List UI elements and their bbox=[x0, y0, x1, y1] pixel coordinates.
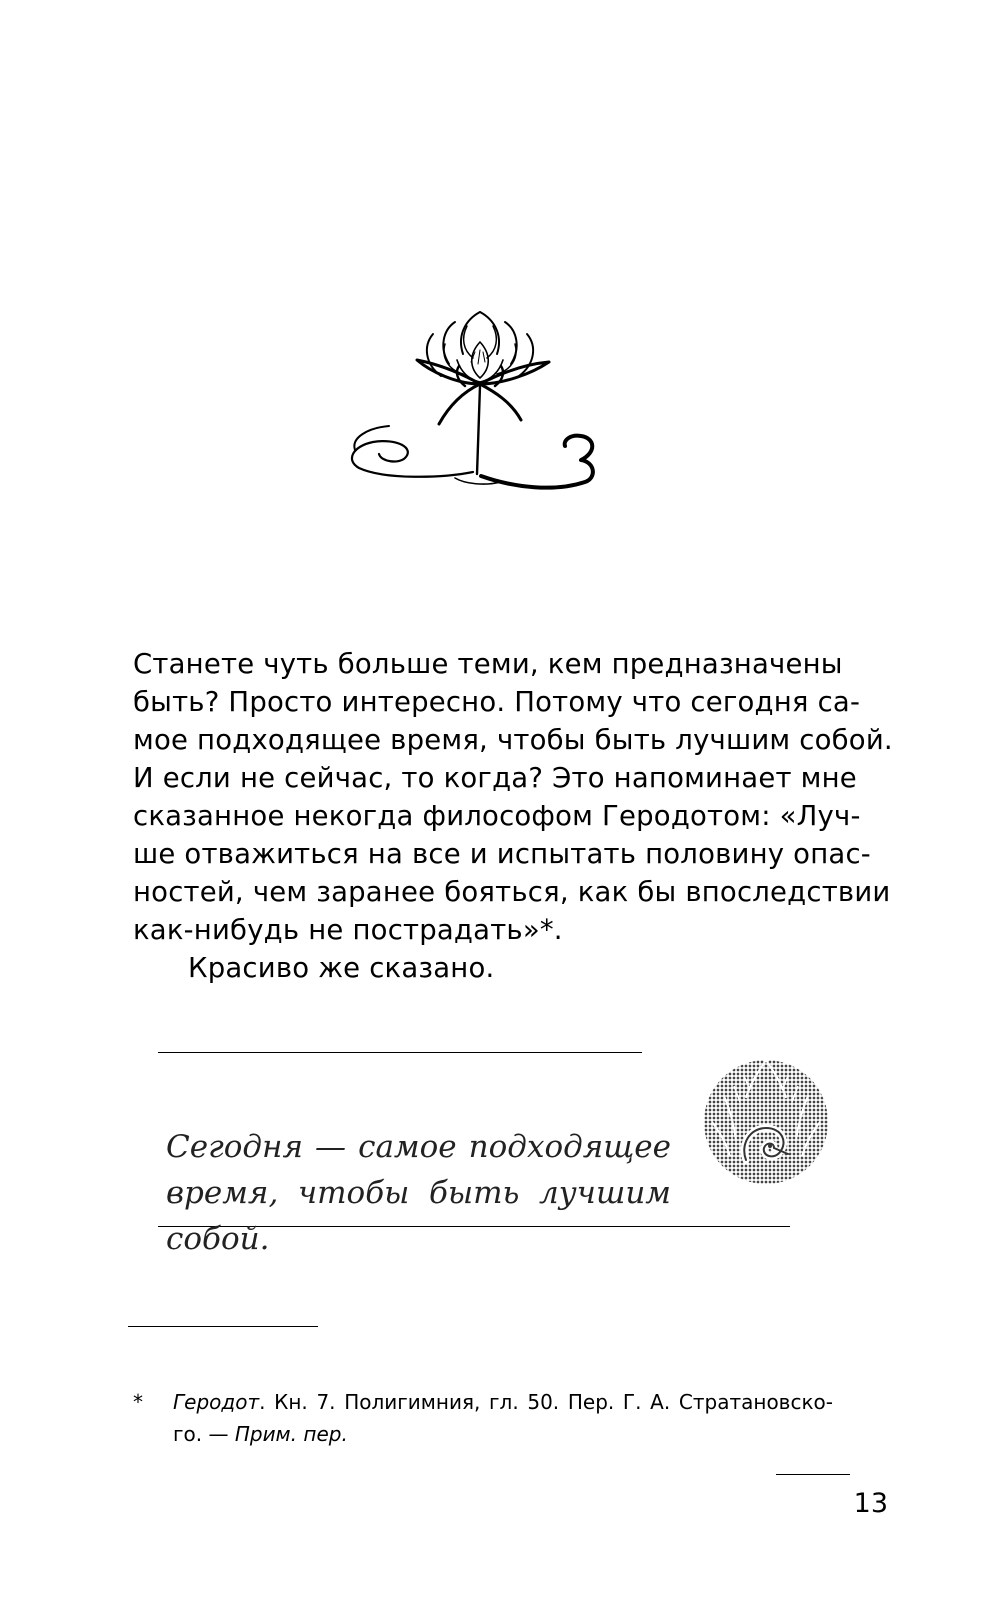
body-line: сказанное некогда философом Геродотом: «Луч- bbox=[133, 800, 861, 832]
crane-emblem-icon bbox=[700, 1056, 832, 1188]
footnote-author: Геродот bbox=[173, 1390, 260, 1414]
footnote bbox=[133, 1386, 833, 1450]
closing-paragraph: Красиво же сказано. bbox=[188, 952, 495, 984]
quote-line: время, чтобы быть лучшим bbox=[166, 1175, 671, 1211]
body-line: быть? Просто интересно. Потому что сегодня са- bbox=[133, 686, 861, 718]
quote-line: собой. bbox=[166, 1221, 270, 1257]
footnote-marker: * bbox=[133, 1390, 143, 1414]
footnote-line bbox=[133, 1418, 833, 1450]
translator-note: Прим. пер. bbox=[234, 1422, 348, 1446]
footnote-line bbox=[133, 1386, 833, 1418]
body-paragraph bbox=[133, 645, 893, 987]
body-line: Станете чуть больше теми, кем предназначены bbox=[133, 648, 843, 680]
body-line: И если не сейчас, то когда? Это напоминает мне bbox=[133, 762, 857, 794]
quote-top-rule bbox=[158, 1052, 642, 1053]
body-line: мое подходящее время, чтобы быть лучшим собой. bbox=[133, 724, 893, 756]
body-line: ше отважиться на все и испытать половину опас- bbox=[133, 838, 871, 870]
body-line: ностей, чем заранее бояться, как бы впоследствии bbox=[133, 876, 891, 908]
page-number: 13 bbox=[853, 1488, 888, 1519]
quote-line: Сегодня — самое подходящее bbox=[166, 1129, 671, 1165]
page-number-rule bbox=[776, 1474, 850, 1475]
footnote-citation-end: го. — bbox=[173, 1422, 235, 1446]
pull-quote bbox=[166, 1124, 671, 1262]
body-line: как-нибудь не пострадать»*. bbox=[133, 914, 563, 946]
footnote-rule bbox=[128, 1326, 318, 1327]
footnote-citation: . Кн. 7. Полигимния, гл. 50. Пер. Г. А. Стратановско- bbox=[259, 1390, 833, 1414]
lotus-icon bbox=[345, 302, 615, 502]
